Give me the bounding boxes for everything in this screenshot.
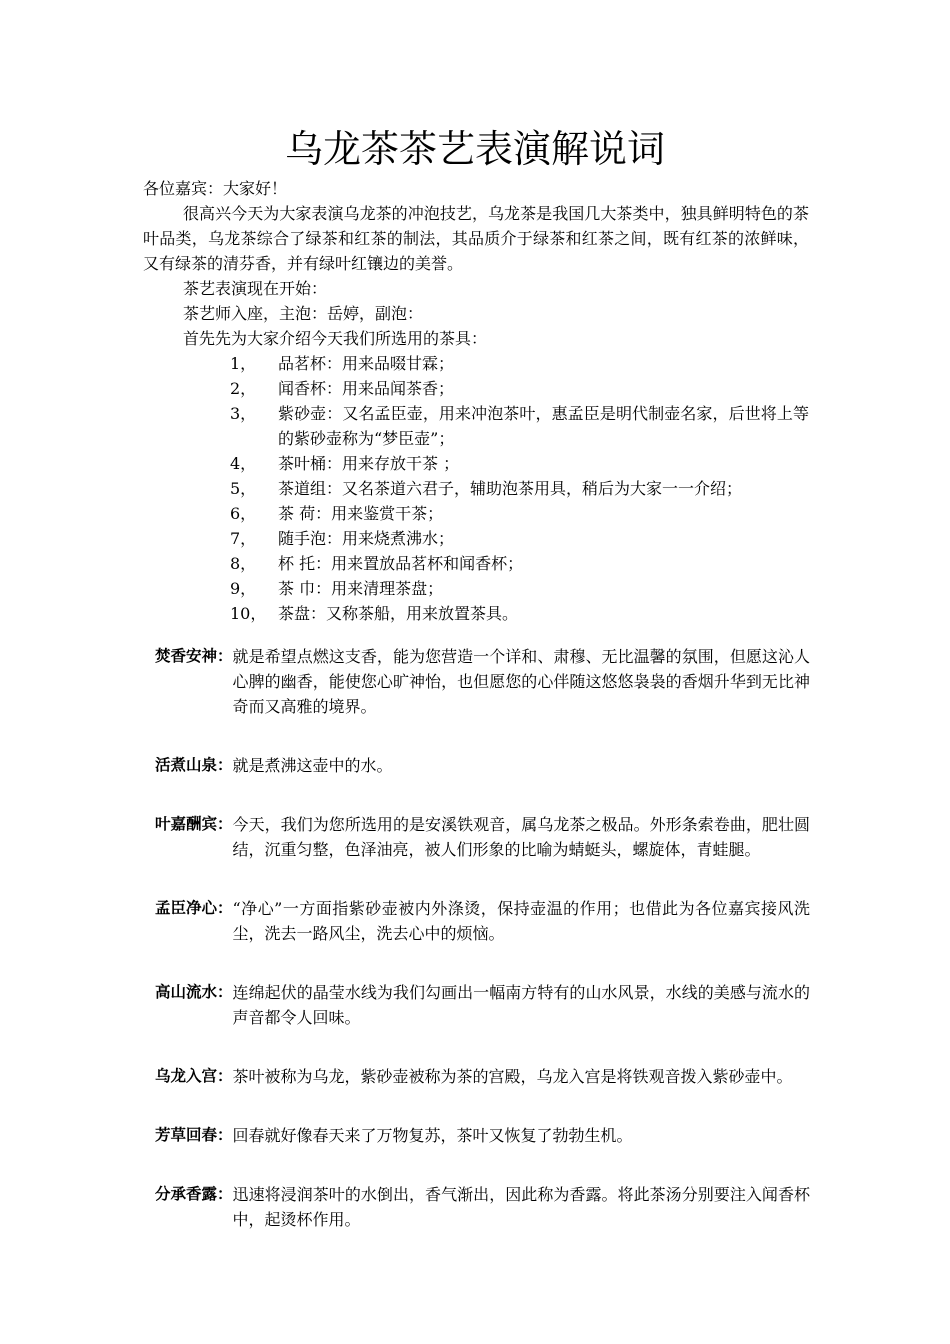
- step-term: 分承香露：: [155, 1185, 233, 1203]
- step-description: 就是煮沸这壶中的水。: [232, 756, 393, 775]
- step-description: “净心”一方面指紫砂壶被内外涤烫，保持壶温的作用；也借此为各位嘉宾接风洗尘，洗去一路风尘，洗去心中的烦恼。: [232, 899, 810, 943]
- step-term: 乌龙入宫：: [155, 1067, 233, 1085]
- greeting: 各位嘉宾：大家好！: [143, 179, 288, 198]
- document-body: [143, 176, 809, 626]
- item-text: 茶道组：又名茶道六君子，辅助泡茶用具，稍后为大家一一介绍；: [278, 479, 743, 498]
- list-item: [143, 576, 809, 601]
- tools-intro-line: 首先先为大家介绍今天我们所选用的茶具：: [183, 329, 488, 348]
- list-item: [143, 451, 809, 476]
- step-section: [155, 1182, 810, 1232]
- step-description: 茶叶被称为乌龙，紫砂壶被称为茶的宫殿，乌龙入宫是将铁观音拨入紫砂壶中。: [232, 1067, 793, 1086]
- step-term: 焚香安神：: [155, 647, 233, 665]
- step-term: 孟臣净心：: [155, 899, 233, 917]
- ceremony-steps: [155, 644, 810, 1266]
- item-number: 6，: [230, 504, 257, 523]
- list-item: [143, 376, 809, 401]
- step-section: [155, 1123, 810, 1148]
- document-title: 乌龙茶茶艺表演解说词: [284, 127, 665, 171]
- step-section: [155, 812, 810, 862]
- step-term: 叶嘉酬宾：: [155, 815, 233, 833]
- step-section: [155, 1064, 810, 1089]
- item-number: 2，: [230, 379, 257, 398]
- intro-paragraph: 很高兴今天为大家表演乌龙茶的冲泡技艺，乌龙茶是我国几大茶类中，独具鲜明特色的茶叶品类，乌龙茶综合了绿茶和红茶的制法，其品质介于绿茶和红茶之间，既有红茶的浓鲜味，又有绿茶的清芬香，并有绿叶红镶边的美誉。: [143, 204, 809, 273]
- item-text: 闻香杯：用来品闻茶香；: [278, 379, 455, 398]
- step-description: 就是希望点燃这支香，能为您营造一个详和、肃穆、无比温馨的氛围，但愿这沁人心脾的幽香，能使您心旷神怡，也但愿您的心伴随这悠悠袅袅的香烟升华到无比神奇而又高雅的境界。: [232, 647, 810, 716]
- step-section: [155, 896, 810, 946]
- step-term: 高山流水：: [155, 983, 233, 1001]
- item-text: 茶 巾：用来清理茶盘；: [278, 579, 444, 598]
- list-item: [143, 476, 809, 501]
- performers-line: 茶艺师入座，主泡：岳婷，副泡：: [183, 304, 424, 323]
- item-number: 10，: [230, 604, 267, 623]
- item-text: 茶叶桶：用来存放干茶 ；: [278, 454, 460, 473]
- list-item: [143, 526, 809, 551]
- item-number: 8，: [230, 554, 257, 573]
- item-number: 7，: [230, 529, 257, 548]
- list-item: [143, 551, 809, 576]
- step-section: [155, 644, 810, 719]
- item-number: 1，: [230, 354, 257, 373]
- step-description: 回春就好像春天来了万物复苏，茶叶又恢复了勃勃生机。: [232, 1126, 633, 1145]
- item-number: 9，: [230, 579, 257, 598]
- item-text: 茶盘：又称茶船，用来放置茶具。: [278, 604, 519, 623]
- item-text: 紫砂壶：又名孟臣壶，用来冲泡茶叶，惠孟臣是明代制壶名家，后世将上等的紫砂壶称为“梦臣壶”；: [278, 404, 809, 448]
- step-section: [155, 753, 810, 778]
- step-term: 活煮山泉：: [155, 756, 233, 774]
- step-term: 芳草回春：: [155, 1126, 233, 1144]
- item-number: 5，: [230, 479, 257, 498]
- step-description: 今天，我们为您所选用的是安溪铁观音，属乌龙茶之极品。外形条索卷曲，肥壮圆结，沉重匀整，色泽油亮，被人们形象的比喻为蜻蜓头，螺旋体，青蛙腿。: [232, 815, 810, 859]
- list-item: [143, 501, 809, 526]
- list-item: [143, 601, 809, 626]
- item-number: 3，: [230, 404, 257, 423]
- item-text: 茶 荷：用来鉴赏干茶；: [278, 504, 444, 523]
- opening-line: 茶艺表演现在开始：: [183, 279, 328, 298]
- item-number: 4，: [230, 454, 257, 473]
- item-text: 品茗杯：用来品啜甘霖；: [278, 354, 455, 373]
- item-text: 随手泡：用来烧煮沸水；: [278, 529, 455, 548]
- list-item: [143, 401, 809, 451]
- step-description: 迅速将浸润茶叶的水倒出，香气渐出，因此称为香露。将此茶汤分别要注入闻香杯中，起烫杯作用。: [232, 1185, 810, 1229]
- item-text: 杯 托：用来置放品茗杯和闻香杯；: [278, 554, 524, 573]
- step-description: 连绵起伏的晶莹水线为我们勾画出一幅南方特有的山水风景，水线的美感与流水的声音都令人回味。: [232, 983, 810, 1027]
- tea-tools-list: [143, 351, 809, 626]
- list-item: [143, 351, 809, 376]
- step-section: [155, 980, 810, 1030]
